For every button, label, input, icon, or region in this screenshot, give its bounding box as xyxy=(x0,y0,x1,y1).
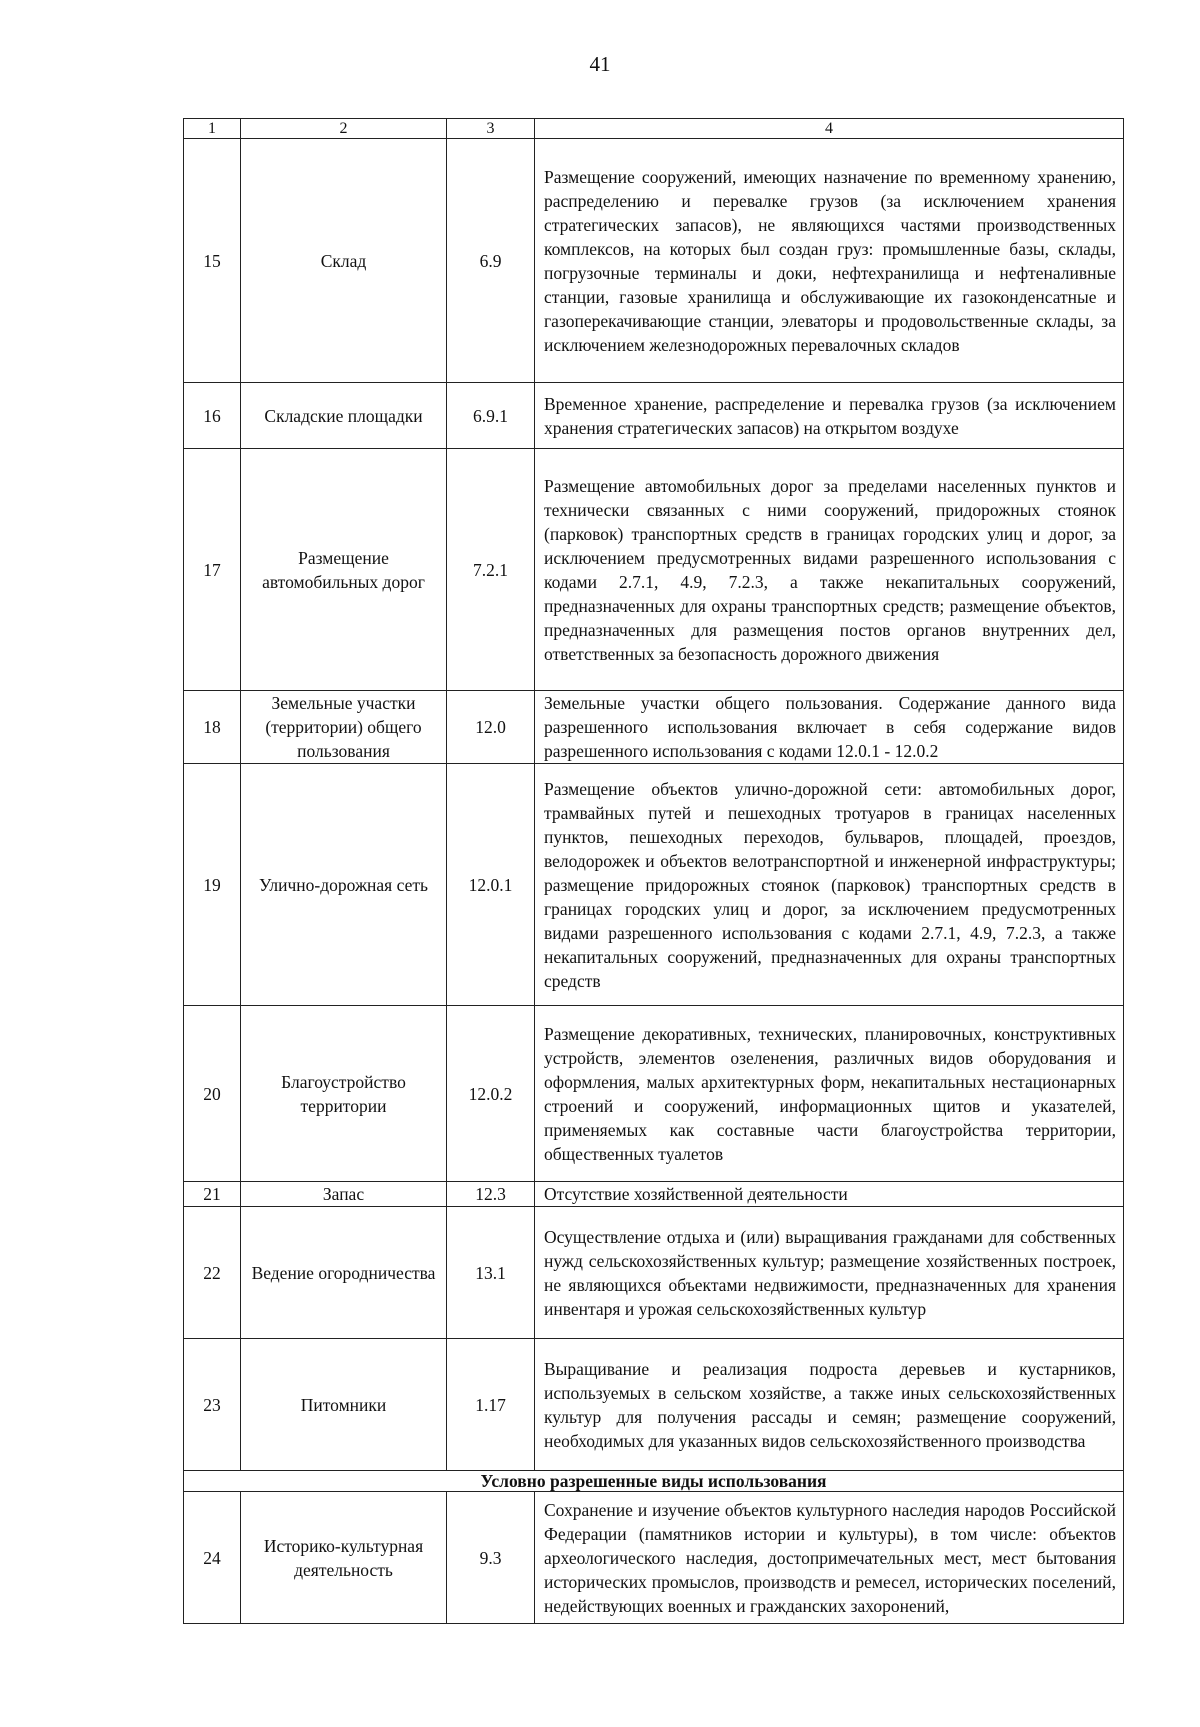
use-type-name: Запас xyxy=(241,1182,447,1207)
use-type-description: Размещение сооружений, имеющих назначение по временному хранению, распределению и перевалке грузов (за исключением хранения стратегических запасов), не являющихся частями производственных комплексов, на которых был создан груз: промышленные базы, склады, погрузочные терминалы и доки, нефтехранилища и нефтеналивные станции, газовые хранилища и обслуживающие их газоконденсатные и газоперекачивающие станции, элеваторы и продовольственные склады, за исключением железнодорожных перевалочных складов xyxy=(535,139,1124,383)
table-row xyxy=(184,1006,1124,1182)
use-type-name: Благоустройство территории xyxy=(241,1006,447,1182)
table-row xyxy=(184,139,1124,383)
row-number: 22 xyxy=(184,1207,241,1339)
use-type-code: 13.1 xyxy=(447,1207,535,1339)
table-row xyxy=(184,383,1124,449)
section-heading-row xyxy=(184,1471,1124,1492)
table-row xyxy=(184,1339,1124,1471)
row-number: 15 xyxy=(184,139,241,383)
use-type-description: Размещение автомобильных дорог за пределами населенных пунктов и технически связанных с ними сооружений, придорожных стоянок (парковок) транспортных средств в границах городских улиц и дорог, за исключением предусмотренных видами разрешенного использования с кодами 2.7.1, 4.9, 7.2.3, а также некапитальных сооружений, предназначенных для охраны транспортных средств; размещение объектов, предназначенных для размещения постов органов внутренних дел, ответственных за безопасность дорожного движения xyxy=(535,449,1124,691)
row-number: 16 xyxy=(184,383,241,449)
row-number: 19 xyxy=(184,764,241,1006)
use-type-code: 6.9 xyxy=(447,139,535,383)
use-type-code: 12.0.2 xyxy=(447,1006,535,1182)
column-number: 3 xyxy=(447,119,535,139)
use-type-description: Выращивание и реализация подроста деревьев и кустарников, используемых в сельском хозяйстве, а также иных сельскохозяйственных культур для получения рассады и семян; размещение сооружений, необходимых для указанных видов сельскохозяйственного производства xyxy=(535,1339,1124,1471)
use-type-name: Питомники xyxy=(241,1339,447,1471)
table-row xyxy=(184,764,1124,1006)
row-number: 18 xyxy=(184,691,241,764)
use-type-code: 7.2.1 xyxy=(447,449,535,691)
use-type-name: Склад xyxy=(241,139,447,383)
use-type-code: 1.17 xyxy=(447,1339,535,1471)
table-row xyxy=(184,449,1124,691)
row-number: 24 xyxy=(184,1492,241,1624)
column-number: 4 xyxy=(535,119,1124,139)
use-type-description: Размещение объектов улично-дорожной сети: автомобильных дорог, трамвайных путей и пешеходных тротуаров в границах населенных пунктов, пешеходных переходов, бульваров, площадей, проездов, велодорожек и объектов велотранспортной и инженерной инфраструктуры; размещение придорожных стоянок (парковок) транспортных средств в границах городских улиц и дорог, за исключением предусмотренных видами разрешенного использования с кодами 2.7.1, 4.9, 7.2.3, а также некапитальных сооружений, предназначенных для охраны транспортных средств xyxy=(535,764,1124,1006)
use-type-description: Отсутствие хозяйственной деятельности xyxy=(535,1182,1124,1207)
table-row xyxy=(184,691,1124,764)
use-type-code: 12.0 xyxy=(447,691,535,764)
use-type-description: Временное хранение, распределение и перевалка грузов (за исключением хранения стратегических запасов) на открытом воздухе xyxy=(535,383,1124,449)
use-type-description: Размещение декоративных, технических, планировочных, конструктивных устройств, элементов озеленения, различных видов оборудования и оформления, малых архитектурных форм, некапитальных нестационарных строений и сооружений, информационных щитов и указателей, применяемых как составные части благоустройства территории, общественных туалетов xyxy=(535,1006,1124,1182)
table-row xyxy=(184,1182,1124,1207)
column-number: 1 xyxy=(184,119,241,139)
use-type-code: 12.3 xyxy=(447,1182,535,1207)
column-number: 2 xyxy=(241,119,447,139)
use-type-description: Сохранение и изучение объектов культурного наследия народов Российской Федерации (памятников истории и культуры), в том числе: объектов археологического наследия, достопримечательных мест, мест бытования исторических промыслов, производств и ремесел, исторических поселений, недействующих военных и гражданских захоронений, xyxy=(535,1492,1124,1624)
row-number: 17 xyxy=(184,449,241,691)
column-number-row xyxy=(184,119,1124,139)
use-type-code: 12.0.1 xyxy=(447,764,535,1006)
use-type-name: Улично-дорожная сеть xyxy=(241,764,447,1006)
row-number: 20 xyxy=(184,1006,241,1182)
use-type-name: Складские площадки xyxy=(241,383,447,449)
use-type-description: Земельные участки общего пользования. Содержание данного вида разрешенного использования включает в себя содержание видов разрешенного использования с кодами 12.0.1 - 12.0.2 xyxy=(535,691,1124,764)
use-type-name: Размещение автомобильных дорог xyxy=(241,449,447,691)
page-number: 41 xyxy=(589,52,611,76)
use-type-name: Ведение огородничества xyxy=(241,1207,447,1339)
land-use-table xyxy=(183,118,1124,1624)
use-type-code: 9.3 xyxy=(447,1492,535,1624)
use-type-name: Земельные участки (территории) общего пользования xyxy=(241,691,447,764)
section-heading: Условно разрешенные виды использования xyxy=(184,1471,1124,1492)
use-type-code: 6.9.1 xyxy=(447,383,535,449)
row-number: 23 xyxy=(184,1339,241,1471)
table-row xyxy=(184,1492,1124,1624)
table-row xyxy=(184,1207,1124,1339)
row-number: 21 xyxy=(184,1182,241,1207)
use-type-description: Осуществление отдыха и (или) выращивания гражданами для собственных нужд сельскохозяйственных культур; размещение хозяйственных построек, не являющихся объектами недвижимости, предназначенных для хранения инвентаря и урожая сельскохозяйственных культур xyxy=(535,1207,1124,1339)
use-type-name: Историко-культурная деятельность xyxy=(241,1492,447,1624)
